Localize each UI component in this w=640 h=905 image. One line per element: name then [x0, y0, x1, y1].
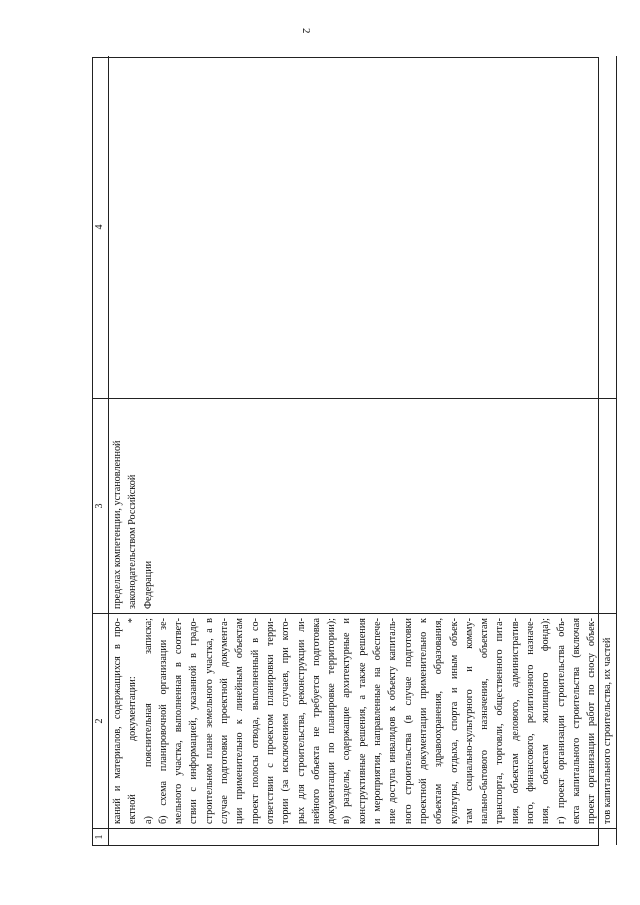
text-line: и мероприятия, направленные на обеспече- [372, 618, 384, 824]
text-line: б) схема планировочной организации зе- [157, 618, 169, 824]
text-line: проект организации работ по сносу объек- [586, 618, 598, 824]
table-cell-col-2 [109, 613, 617, 828]
text-line: ции применительно к линейным объектам [234, 618, 246, 824]
text-line: ного, финансового, религиозного назначе- [525, 618, 537, 824]
text-line: ние доступа инвалидов к объекту капиталь- [387, 618, 399, 824]
text-line: законодательством Российской [127, 474, 139, 609]
text-line: проект полосы отвода, выполненный в со- [249, 618, 261, 824]
table-header-col-3: 3 [93, 398, 109, 613]
text-line: нейного объекта не требуется подготовка [310, 618, 322, 824]
rotated-table [92, 57, 613, 846]
document-table [92, 57, 613, 846]
text-line: объектам здравоохранения, образования, [433, 618, 445, 824]
text-line: каний и материалов, содержащихся в про- [112, 618, 123, 824]
text-line: нально-бытового назначения, объектам [479, 618, 491, 824]
text-line: г) проект организации строительства объ- [555, 618, 567, 824]
text-line: ответствии с проектом планировки терри- [264, 618, 276, 824]
text-line: Федерации [142, 560, 154, 609]
text-line: тов капитального строительства, их частей [601, 637, 613, 824]
text-line: транспорта, торговли, общественного пита- [494, 618, 506, 824]
text-line: строительном плане земельного участка, а в [203, 618, 215, 824]
table-header-col-2: 2 [93, 613, 109, 828]
text-line: а) пояснительная записка; [142, 618, 154, 824]
text-line: ного строительства (в случае подготовки [402, 618, 414, 824]
text-line: в) разделы, содержащие архитектурные и [341, 618, 353, 824]
page-number: 2 [300, 28, 312, 34]
text-line: екта капитального строительства (включая [570, 618, 582, 824]
table-header-col-4: 4 [93, 56, 109, 398]
text-line: ния, объектам жилищного фонда); [540, 618, 552, 824]
text-line: проектной документации применительно к [417, 618, 429, 824]
text-line: пределах компетенции, установленной [112, 440, 123, 609]
text-line: ектной документации: * [127, 618, 139, 824]
text-line: конструктивные решения, а также решения [356, 618, 368, 824]
table-header-col-1: 1 [93, 828, 109, 845]
text-line: тории (за исключением случаев, при кото- [280, 618, 292, 824]
document-table-wrapper [92, 57, 613, 846]
table-cell-col-3 [109, 398, 617, 613]
text-line: ния, объектам делового, административ- [509, 618, 521, 824]
table-cell-col-1 [109, 828, 617, 845]
table-cell-col-4 [109, 56, 617, 398]
text-line: мельного участка, выполненная в соответ- [173, 618, 185, 824]
text-line: документации по планировке территории); [326, 618, 338, 824]
text-line: случае подготовки проектной документа- [219, 618, 231, 824]
text-line: ствии с информацией, указанной в градо- [188, 618, 200, 824]
text-line: там социально-культурного и комму- [463, 618, 475, 824]
text-line: рых для строительства, реконструкции ли- [295, 618, 307, 824]
text-line: культуры, отдыха, спорта и иным объек- [448, 618, 460, 824]
